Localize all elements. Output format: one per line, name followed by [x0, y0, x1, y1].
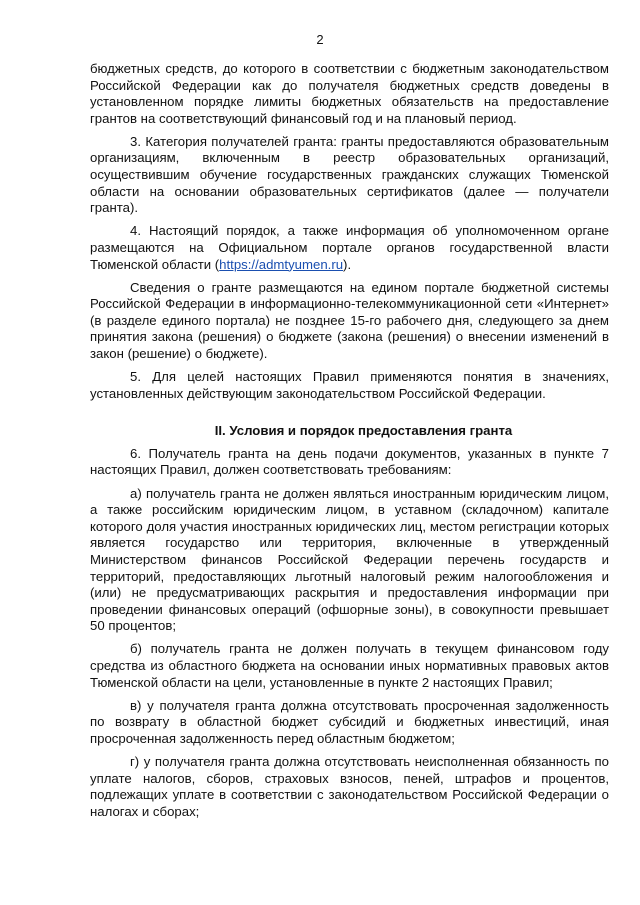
document-body	[90, 61, 609, 827]
section-heading: II. Условия и порядок предоставления гранта	[214, 423, 513, 439]
paragraph-item-6a: а) получатель гранта не должен являться иностранным юридическим лицом, а также российским юридическим лицом, в уставном (складочном) капитале которого доля участия иностранных юридических лиц, местом регистрации которых является государство или территория, включенные в утвержденный Министерством финансов Российской Федерации перечень государств и территорий, предоставляющих льготный налоговый режим налогообложения и (или) не предусматривающих раскрытия и предоставления информации при проведении финансовых операций (офшорные зоны), в совокупности превышает 50 процентов;	[90, 485, 609, 634]
paragraph-continuation: бюджетных средств, до которого в соответствии с бюджетным законодательством Российской Федерации как до получателя бюджетных средств доведены в установленном порядке лимиты бюджетных обязательств на предоставление грантов на соответствующий финансовый год и на плановый период.	[90, 61, 609, 126]
paragraph-item-4	[90, 223, 609, 273]
paragraph-item-6d: г) у получателя гранта должна отсутствовать неисполненная обязанность по уплате налогов, сборов, страховых взносов, пеней, штрафов и процентов, подлежащих уплате в соответствии с законодательством Российской Федерации о налогах и сборах;	[90, 753, 609, 819]
paragraph-item-6: 6. Получатель гранта на день подачи документов, указанных в пункте 7 настоящих Правил, должен соответствовать требованиям:	[90, 445, 609, 478]
admtyumen-link[interactable]: https://admtyumen.ru	[219, 256, 344, 272]
paragraph-item-6c: в) у получателя гранта должна отсутствовать просроченная задолженность по возврату в областной бюджет субсидий и бюджетных инвестиций, иная просроченная задолженность перед областным бюджетом;	[90, 697, 609, 746]
paragraph-item-5: 5. Для целей настоящих Правил применяются понятия в значениях, установленных действующим законодательством Российской Федерации.	[90, 369, 609, 401]
paragraph-portal-info: Сведения о гранте размещаются на едином портале бюджетной системы Российской Федерации в информационно-телекоммуникационной сети «Интернет» (в разделе единого портала) не позднее 15-го рабочего дня, следующего за днем принятия закона (решения) о бюджете (закона (решения) о внесении изменений в закон (решение) о бюджете).	[90, 279, 609, 361]
paragraph-item-4-text: 4. Настоящий порядок, а также информация об уполномоченном органе размещаются на Официальном портале органов государственной власти Тюменской области (	[90, 223, 609, 272]
page-number: 2	[316, 32, 324, 47]
paragraph-item-4-end: ).	[343, 256, 352, 272]
paragraph-item-6b: б) получатель гранта не должен получать в текущем финансовом году средства из областного бюджета на основании иных нормативных правовых актов Тюменской области на цели, установленные в пункте 2 настоящих Правил;	[90, 641, 609, 690]
paragraph-item-3: 3. Категория получателей гранта: гранты предоставляются образовательным организациям, включенным в реестр образовательных организаций, осуществившим обучение государственных гражданских служащих Тюменской области на основании образовательных сертификатов (далее — получатели гранта).	[90, 133, 609, 216]
